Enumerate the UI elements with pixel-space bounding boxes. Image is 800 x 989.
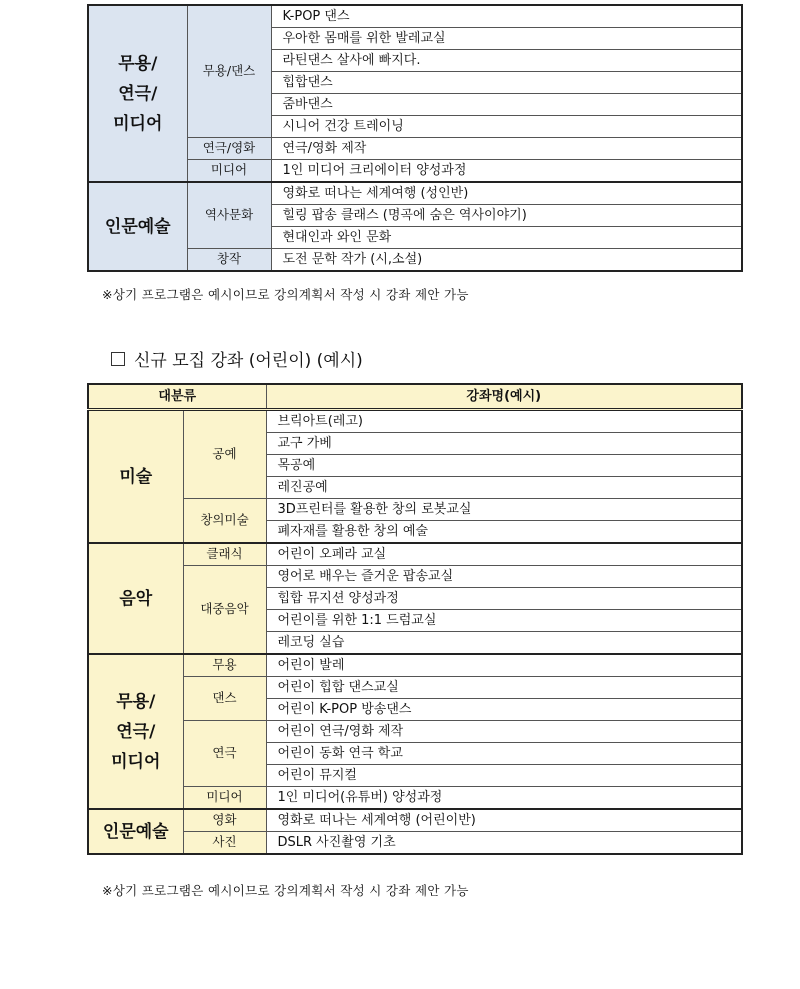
table-header-row — [88, 384, 742, 410]
course-name-cell: DSLR 사진촬영 기초 — [266, 832, 742, 855]
category-cell: 미술 — [88, 410, 183, 544]
course-name-cell: K-POP 댄스 — [271, 5, 742, 28]
table-row — [88, 410, 742, 433]
course-name-cell: 어린이 힙합 댄스교실 — [266, 677, 742, 699]
course-name-cell: 레코딩 실습 — [266, 632, 742, 655]
table-row — [88, 566, 742, 588]
category-cell: 인문예술 — [88, 182, 187, 271]
subcategory-cell: 공예 — [183, 410, 266, 499]
course-name-cell: 영화로 떠나는 세계여행 (어린이반) — [266, 809, 742, 832]
table-row — [88, 543, 742, 566]
table-row — [88, 5, 742, 28]
course-name-cell: 우아한 몸매를 위한 발레교실 — [271, 28, 742, 50]
footnote: ※상기 프로그램은 예시이므로 강의계획서 작성 시 강좌 제안 가능 — [102, 287, 469, 302]
course-name-cell: 힙합 뮤지션 양성과정 — [266, 588, 742, 610]
table-row — [88, 832, 742, 855]
table-row — [88, 809, 742, 832]
table-row — [88, 499, 742, 521]
table-row — [88, 160, 742, 183]
course-name-cell: 도전 문학 작가 (시,소설) — [271, 249, 742, 272]
course-name-cell: 영어로 배우는 즐거운 팝송교실 — [266, 566, 742, 588]
subcategory-cell: 창작 — [187, 249, 271, 272]
course-name-cell: 연극/영화 제작 — [271, 138, 742, 160]
header-category: 대분류 — [88, 384, 266, 410]
course-name-cell: 1인 미디어(유튜버) 양성과정 — [266, 787, 742, 810]
checkbox-icon — [111, 352, 125, 366]
course-name-cell: 3D프린터를 활용한 창의 로봇교실 — [266, 499, 742, 521]
category-cell: 무용/ 연극/ 미디어 — [88, 654, 183, 809]
course-name-cell: 힙합댄스 — [271, 72, 742, 94]
children-course-table — [87, 383, 743, 855]
course-name-cell: 어린이 발레 — [266, 654, 742, 677]
course-name-cell: 어린이 오페라 교실 — [266, 543, 742, 566]
course-name-cell: 1인 미디어 크리에이터 양성과정 — [271, 160, 742, 183]
subcategory-cell: 무용 — [183, 654, 266, 677]
subcategory-cell: 역사문화 — [187, 182, 271, 249]
course-name-cell: 현대인과 와인 문화 — [271, 227, 742, 249]
course-name-cell: 어린이 뮤지컬 — [266, 765, 742, 787]
subcategory-cell: 댄스 — [183, 677, 266, 721]
course-name-cell: 어린이 K-POP 방송댄스 — [266, 699, 742, 721]
course-name-cell: 레진공예 — [266, 477, 742, 499]
subcategory-cell: 미디어 — [187, 160, 271, 183]
course-name-cell: 어린이 연극/영화 제작 — [266, 721, 742, 743]
subcategory-cell: 창의미술 — [183, 499, 266, 544]
subcategory-cell: 연극/영화 — [187, 138, 271, 160]
subcategory-cell: 연극 — [183, 721, 266, 787]
course-name-cell: 줌바댄스 — [271, 94, 742, 116]
subcategory-cell: 사진 — [183, 832, 266, 855]
header-course: 강좌명(예시) — [266, 384, 742, 410]
subcategory-cell: 대중음악 — [183, 566, 266, 655]
course-name-cell: 라틴댄스 살사에 빠지다. — [271, 50, 742, 72]
adult-course-table — [87, 4, 743, 272]
table-row — [88, 182, 742, 205]
section-heading — [111, 346, 363, 371]
course-name-cell: 영화로 떠나는 세계여행 (성인반) — [271, 182, 742, 205]
table-row — [88, 138, 742, 160]
table-row — [88, 654, 742, 677]
category-cell: 무용/ 연극/ 미디어 — [88, 5, 187, 182]
course-name-cell: 목공예 — [266, 455, 742, 477]
section-title: 신규 모집 강좌 (어린이) (예시) — [134, 351, 363, 371]
table-row — [88, 249, 742, 272]
subcategory-cell: 미디어 — [183, 787, 266, 810]
category-cell: 인문예술 — [88, 809, 183, 854]
table-row — [88, 787, 742, 810]
footnote: ※상기 프로그램은 예시이므로 강의계획서 작성 시 강좌 제안 가능 — [102, 883, 469, 898]
course-name-cell: 교구 가베 — [266, 433, 742, 455]
subcategory-cell: 무용/댄스 — [187, 5, 271, 138]
course-name-cell: 브릭아트(레고) — [266, 410, 742, 433]
table-row — [88, 677, 742, 699]
subcategory-cell: 영화 — [183, 809, 266, 832]
course-name-cell: 어린이 동화 연극 학교 — [266, 743, 742, 765]
table-row — [88, 721, 742, 743]
course-name-cell: 시니어 건강 트레이닝 — [271, 116, 742, 138]
course-name-cell: 힐링 팝송 클래스 (명곡에 숨은 역사이야기) — [271, 205, 742, 227]
course-name-cell: 어린이를 위한 1:1 드럼교실 — [266, 610, 742, 632]
course-name-cell: 폐자재를 활용한 창의 예술 — [266, 521, 742, 544]
category-cell: 음악 — [88, 543, 183, 654]
subcategory-cell: 클래식 — [183, 543, 266, 566]
